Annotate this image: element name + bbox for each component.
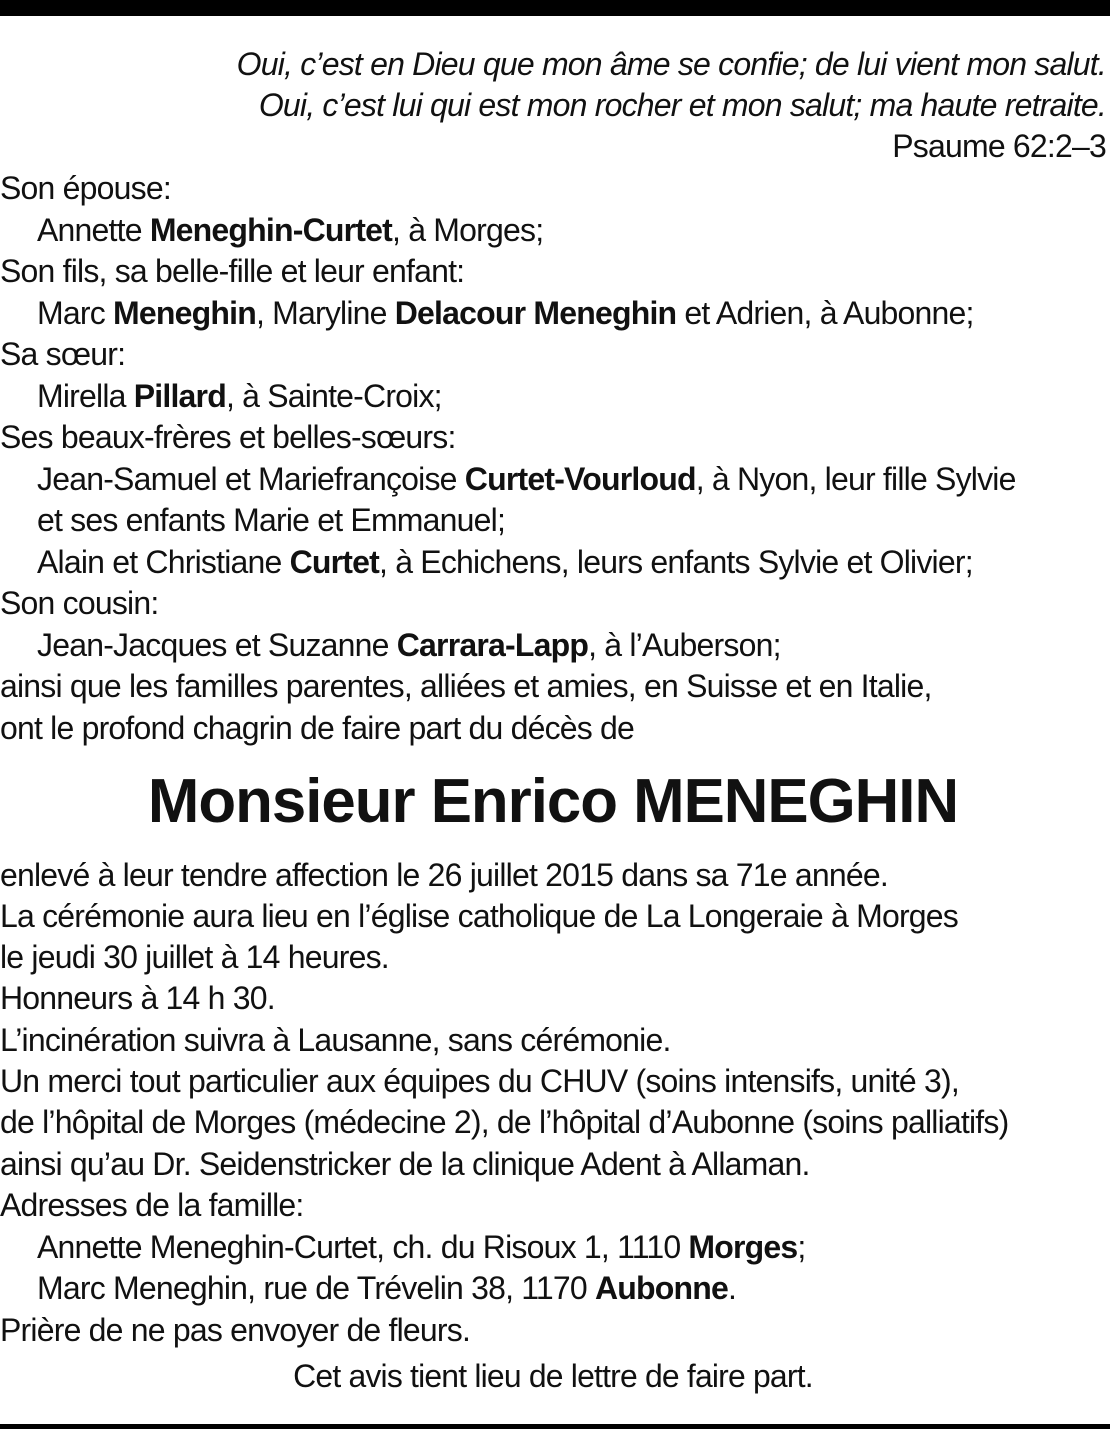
bottom-rule (0, 1424, 1110, 1429)
details-line-4: Honneurs à 14 h 30. (0, 980, 275, 1016)
spouse-surname: Meneghin-Curtet (149, 212, 393, 248)
sister-label: Sa sœur: (0, 336, 126, 372)
spouse-label: Son épouse: (0, 170, 171, 206)
daughter-in-law-surname: Delacour Meneghin (394, 295, 677, 331)
details-line-3: le jeudi 30 juillet à 14 heures. (0, 939, 389, 975)
details-line-5: L’incinération suivra à Lausanne, sans cérémonie. (0, 1022, 671, 1058)
deceased-name: Monsieur Enrico MENEGHIN (147, 767, 959, 836)
addresses-label: Adresses de la famille: (0, 1187, 304, 1223)
verse-reference: Psaume 62:2–3 (892, 128, 1106, 164)
spouse-entry: Annette Meneghin-Curtet, à Morges; (37, 212, 544, 248)
cousin-label: Son cousin: (0, 585, 159, 621)
inlaws-label: Ses beaux-frères et belles-sœurs: (0, 419, 456, 455)
cousin-entry: Jean-Jacques et Suzanne Carrara-Lapp, à l’Auberson; (37, 627, 781, 663)
inlaw-surname-2: Curtet (289, 544, 380, 580)
details-line-2: La cérémonie aura lieu en l’église catholique de La Longeraie à Morges (0, 898, 959, 934)
son-entry: Marc Meneghin, Maryline Delacour Meneghin et Adrien, à Aubonne; (37, 295, 974, 331)
details-line-1: enlevé à leur tendre affection le 26 juillet 2015 dans sa 71e année. (0, 857, 888, 893)
closing-line: Cet avis tient lieu de lettre de faire part. (293, 1358, 813, 1394)
inlaw-entry-2: Alain et Christiane Curtet, à Echichens, leurs enfants Sylvie et Olivier; (37, 544, 973, 580)
inlaw-entry-1: Jean-Samuel et Mariefrançoise Curtet-Vourloud, à Nyon, leur fille Sylvie (37, 461, 1016, 497)
cousin-surname: Carrara-Lapp (396, 627, 589, 663)
inlaw-entry-1-continued: et ses enfants Marie et Emmanuel; (37, 502, 506, 538)
address-entry-2: Marc Meneghin, rue de Trévelin 38, 1170 Aubonne. (37, 1270, 737, 1306)
others-line: ainsi que les familles parentes, alliées et amies, en Suisse et en Italie, (0, 668, 932, 704)
inlaw-surname-1: Curtet-Vourloud (464, 461, 696, 497)
top-rule (0, 0, 1110, 16)
details-line-6: Un merci tout particulier aux équipes du CHUV (soins intensifs, unité 3), (0, 1063, 959, 1099)
details-line-8: ainsi qu’au Dr. Seidenstricker de la clinique Adent à Allaman. (0, 1146, 810, 1182)
son-surname: Meneghin (113, 295, 256, 331)
sister-entry: Mirella Pillard, à Sainte-Croix; (37, 378, 442, 414)
address-city-1: Morges (688, 1229, 798, 1265)
address-entry-1: Annette Meneghin-Curtet, ch. du Risoux 1, 1110 Morges; (37, 1229, 806, 1265)
son-label: Son fils, sa belle-fille et leur enfant: (0, 253, 465, 289)
verse-line-1: Oui, c’est en Dieu que mon âme se confie; de lui vient mon salut. (236, 46, 1106, 82)
verse-line-2: Oui, c’est lui qui est mon rocher et mon salut; ma haute retraite. (258, 87, 1106, 123)
announce-line: ont le profond chagrin de faire part du décès de (0, 710, 635, 746)
sister-surname: Pillard (133, 378, 226, 414)
details-line-7: de l’hôpital de Morges (médecine 2), de l’hôpital d’Aubonne (soins palliatifs) (0, 1104, 1009, 1140)
address-city-2: Aubonne (594, 1270, 729, 1306)
no-flowers-line: Prière de ne pas envoyer de fleurs. (0, 1312, 471, 1348)
